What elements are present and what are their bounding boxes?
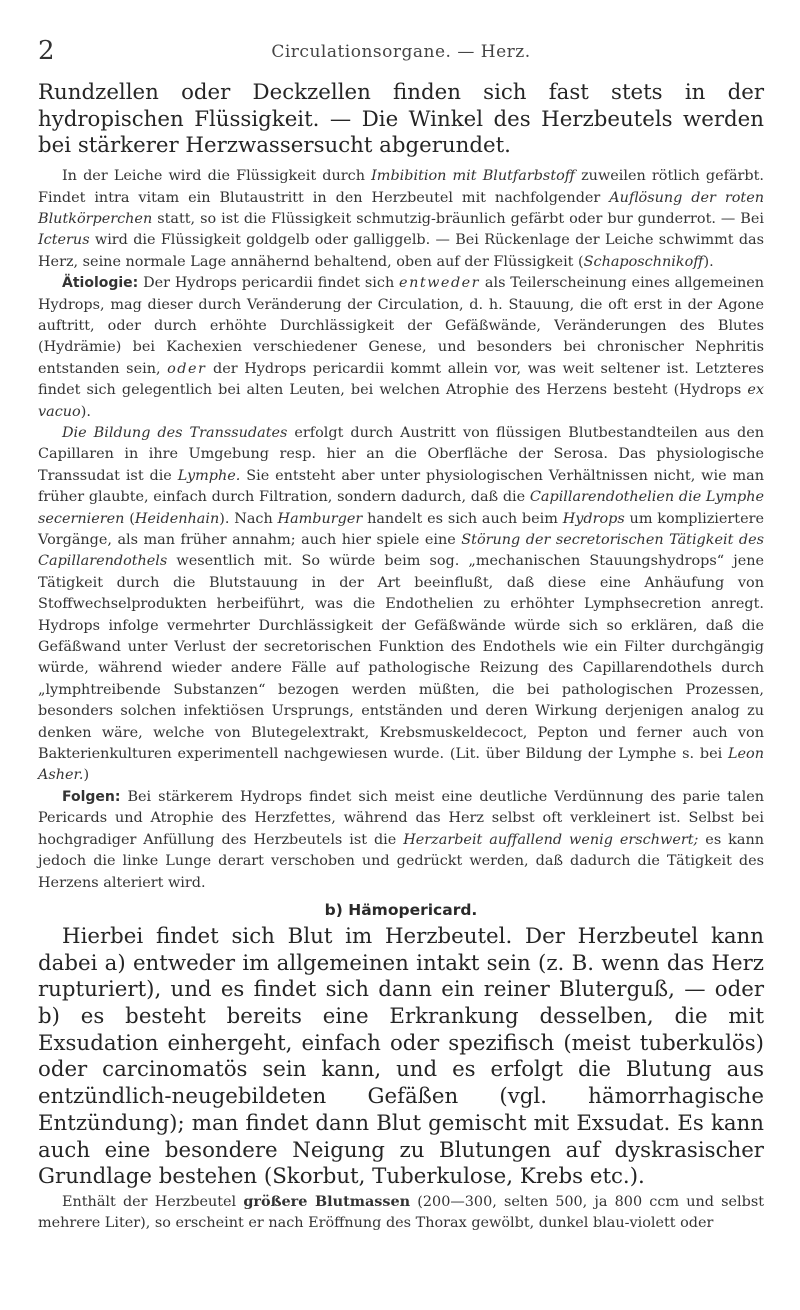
leiche-paragraph: In der Leiche wird die Flüssigkeit durch Imbibition mit Blutfarbstoff zuweilen rötlich gefärbt. Findet intra vitam ein Blutaustritt in den Herzbeutel mit nachfolgender Auflösung der roten Blutkörperchen statt, so ist die Flüssigkeit schmutzig-bräunlich gefärbt oder bur gunderrot. — Bei Icterus wird die Flüssigkeit goldgelb oder galliggelb. — Bei Rückenlage der Leiche schwimmt das Herz, seine normale Lage annähernd behaltend, oben auf der Flüssigkeit (Schaposchnikoff). [38,168,764,270]
page-header [38,36,764,70]
haemopericard-paragraph: Hierbei findet sich Blut im Herzbeutel. Der Herzbeutel kann dabei a) entweder im allgemeinen intakt sein (z. B. wenn das Herz rupturiert), und es findet sich dann ein reiner Bluterguß, — oder b) es besteht bereits eine Erkrankung desselben, die mit Exsudation einhergeht, einfach oder spezifisch (meist tuberkulös) oder carcinomatös sein kann, und es erfolgt die Blutung aus entzündlich-neugebildeten Gefäßen (vgl. hämorrhagische Entzündung); man findet dann Blut gemischt mit Exsudat. Es kann auch eine besondere Neigung zu Blutungen auf dyskrasischer Grundlage bestehen (Skorbut, Tuberkulose, Krebs etc.). [38,923,764,1190]
running-title: Circulationsorgane. — Herz. [271,42,531,62]
aetiologie-paragraph: Ätiologie: Der Hydrops pericardii findet sich entweder als Teilerscheinung eines allgemeinen Hydrops, mag dieser durch Veränderung der Circulation, d. h. Stauung, die oft erst in der Agone auftritt, oder durch erhöhte Durchlässigkeit der Gefäßwände, Veränderungen des Blutes (Hydrämie) bei Kachexien verschiedener Genese, und besonders bei chronischer Nephritis entstanden sein, oder der Hydrops pericardii kommt allein vor, was weit seltener ist. Letzteres findet sich gelegentlich bei alten Leuten, bei welchen Atrophie des Herzens besteht (Hydrops ex vacuo). [38,275,764,420]
folgen-paragraph: Folgen: Bei stärkerem Hydrops findet sich meist eine deutliche Verdünnung des parie talen Pericards und Atrophie des Herzfettes, während das Herz selbst oft verkleinert ist. Selbst bei hochgradiger Anfüllung des Herzbeutels ist die Herzarbeit auffallend wenig erschwert; es kann jedoch die linke Lunge derart verschoben und gedrückt werden, daß dadurch die Tätigkeit des Herzens alteriert wird. [38,788,764,891]
page-number: 2 [38,36,55,66]
aetiologie-label: Ätiologie: [62,275,139,292]
folgen-label: Folgen: [62,788,121,805]
enthaelt-paragraph: Enthält der Herzbeutel größere Blutmassen (200—300, selten 500, ja 800 ccm und selbst mehrere Liter), so erscheint er nach Eröffnung des Thorax gewölbt, dunkel blau-violett oder [38,1192,764,1232]
section-heading: b) Hämopericard. [324,900,478,919]
intro-paragraph: Rundzellen oder Deckzellen finden sich fast stets in der hydropischen Flüssigkeit. — Die Winkel des Herzbeutels werden bei stärkerer Herzwassersucht abgerundet. [38,80,764,159]
bildung-paragraph: Die Bildung des Transsudates erfolgt durch Austritt von flüssigen Blutbestandteilen aus den Capillaren in ihre Umgebung resp. hier an die Oberfläche der Serosa. Das physiologische Transsudat ist die Lymphe. Sie entsteht aber unter physiologischen Verhältnissen nicht, wie man früher glaubte, einfach durch Filtration, sondern dadurch, daß die Capillarendothelien die Lymphe secernieren (Heidenhain). Nach Hamburger handelt es sich auch beim Hydrops um kompliziertere Vorgänge, als man früher annahm; auch hier spiele eine Störung der secretorischen Tätigkeit des Capillarendothels wesentlich mit. So würde beim sog. „mechanischen Stauungshydrops“ jene Tätigkeit durch die Blutstauung in der Art beeinflußt, daß diese eine Anhäufung von Stoffwechselprodukten herbeiführt, was die Endothelien zu erhöhter Lymphsecretion anregt. Hydrops infolge vermehrter Durchlässigkeit der Gefäßwände würde sich so erklären, daß die Gefäßwand unter Verlust der secretorischen Funktion des Endothels wie ein Filter durchgängig würde, während wieder andere Fälle auf pathologische Reizung des Capillarendothels durch „lymphtreibende Substanzen“ bezogen werden müßten, die bei pathologischen Prozessen, besonders solchen infektiösen Ursprungs, entständen und deren Wirkung derjenigen analog zu denken wäre, welche von Blutegelextrakt, Krebsmuskeldecoct, Pepton und ferner auch von Bakterienkulturen experimentell nachgewiesen wurde. (Lit. über Bildung der Lymphe s. bei Leon Asher.) [38,424,765,784]
